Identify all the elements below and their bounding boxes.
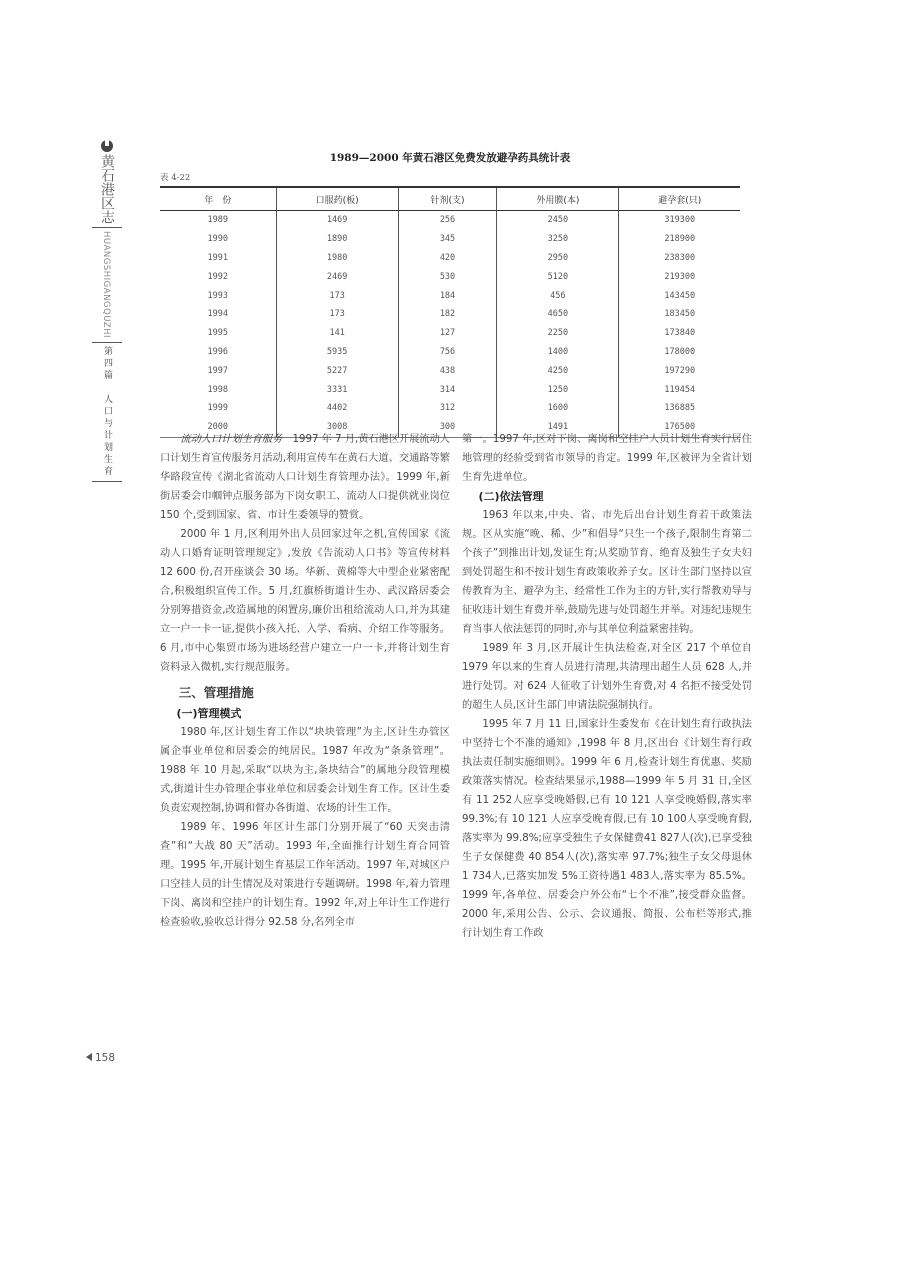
table-cell: 4402 bbox=[276, 399, 398, 418]
table-cell: 5227 bbox=[276, 361, 398, 380]
table-cell: 1469 bbox=[276, 211, 398, 230]
column-header-film: 外用膜(本) bbox=[497, 187, 619, 211]
table-cell: 3331 bbox=[276, 380, 398, 399]
table-row bbox=[160, 249, 740, 268]
column-header-year: 年 份 bbox=[160, 187, 276, 211]
table-cell: 2450 bbox=[497, 211, 619, 230]
table-cell: 143450 bbox=[619, 286, 740, 305]
contraceptive-statistics-table bbox=[160, 186, 740, 438]
table-cell: 119454 bbox=[619, 380, 740, 399]
paragraph: 1963 年以来,中央、省、市先后出台计划生育若干政策法规。区从实施“晚、稀、少”和倡导“只生一个孩子,限制生育第二个孩子”到推出计划,发证生育;从奖励节育、绝育及独生子女夫妇到处罚超生和不按计划生育政策收养子女。区计生部门坚持以宣传教育为主、避孕为主、经常性工作为主的方针,实行帮教劝导与征收违计划生育费并举,鼓励先进与处罚超生并举。对违纪违规生育当事人依法惩罚的同时,亦与其单位利益紧密挂钩。 bbox=[462, 510, 752, 635]
table-cell: 173 bbox=[276, 286, 398, 305]
table-title: 1989—2000 年黄石港区免费发放避孕药具统计表 bbox=[329, 152, 571, 164]
table-cell: 314 bbox=[398, 380, 496, 399]
paragraph: 1989 年 3 月,区开展计生执法检查,对全区 217 个单位自 1979 年以来的生育人员进行清理,共清理出超生人员 628 人,并进行处罚。对 624 人征收了计划外生育费,对 4 名拒不接受处罚的超生人员,区计生部门申请法院强制执行。 bbox=[462, 643, 752, 711]
table-cell: 1989 bbox=[207, 215, 228, 226]
table-cell: 197290 bbox=[619, 361, 740, 380]
table-cell: 256 bbox=[398, 211, 496, 230]
table-cell: 136885 bbox=[619, 399, 740, 418]
table-cell: 1890 bbox=[276, 230, 398, 249]
table-cell: 183450 bbox=[619, 305, 740, 324]
table-cell: 182 bbox=[398, 305, 496, 324]
table-row bbox=[160, 305, 740, 324]
table-cell: 1400 bbox=[497, 343, 619, 362]
table-row bbox=[160, 399, 740, 418]
table-cell: 3250 bbox=[497, 230, 619, 249]
table-cell: 1997 bbox=[207, 365, 228, 376]
table-cell: 756 bbox=[398, 343, 496, 362]
statistics-table-section bbox=[160, 150, 740, 438]
sidebar-divider bbox=[92, 227, 122, 228]
sidebar bbox=[92, 140, 122, 485]
table-cell: 1993 bbox=[207, 290, 228, 301]
table-cell: 2950 bbox=[497, 249, 619, 268]
table-row bbox=[160, 230, 740, 249]
left-triangle-icon bbox=[86, 1053, 92, 1061]
run-in-heading: 流动人口计划生育服务 bbox=[180, 434, 283, 445]
book-title-pinyin: HUANGSHIGANGQUZHI bbox=[101, 231, 111, 338]
table-row bbox=[160, 361, 740, 380]
column-header-oral: 口服药(板) bbox=[276, 187, 398, 211]
table-cell: 218900 bbox=[619, 230, 740, 249]
sidebar-divider bbox=[92, 342, 122, 343]
table-cell: 438 bbox=[398, 361, 496, 380]
sidebar-divider bbox=[92, 481, 122, 482]
table-cell: 2469 bbox=[276, 267, 398, 286]
table-cell: 319300 bbox=[619, 211, 740, 230]
table-cell: 141 bbox=[276, 324, 398, 343]
table-cell: 178000 bbox=[619, 343, 740, 362]
table-row bbox=[160, 211, 740, 230]
paragraph: 2000 年 1 月,区利用外出人员回家过年之机,宣传国家《流动人口婚育证明管理规定》,发放《告流动人口书》等宣传材料 12 600 份,召开座谈会 30 场。华新、黄棉等大中型企业紧密配合,积极组织宣传工作。5 月,红旗桥街道计生办、武汉路居委会分别筹措资金,改造属地的闲置房,廉价出租给流动人口,并为其建立一户一卡一证,提供小孩入托、入学、看病、介绍工作等服务。6 月,市中心集贸市场为进场经营户建立一户一卡,并将计划生育资料录入微机,实行规范服务。 bbox=[160, 529, 450, 673]
subsection-heading: (二)依法管理 bbox=[478, 490, 544, 503]
column-header-condom: 避孕套(只) bbox=[619, 187, 740, 211]
table-row bbox=[160, 267, 740, 286]
table-cell: 127 bbox=[398, 324, 496, 343]
table-cell: 420 bbox=[398, 249, 496, 268]
column-header-injection: 针剂(支) bbox=[398, 187, 496, 211]
part-number: 第四篇 bbox=[102, 346, 112, 382]
table-cell: 5935 bbox=[276, 343, 398, 362]
table-cell: 1992 bbox=[207, 271, 228, 282]
table-cell: 184 bbox=[398, 286, 496, 305]
table-cell: 173840 bbox=[619, 324, 740, 343]
right-text-column bbox=[462, 430, 752, 943]
table-cell: 1998 bbox=[207, 384, 228, 395]
table-cell: 238300 bbox=[619, 249, 740, 268]
book-logo-icon bbox=[101, 140, 113, 152]
paragraph: 流动人口计划生育服务 1997 年 7 月,黄石港区开展流动人口计划生育宣传服务月活动,利用宣传车在黄石大道、交通路等繁华路段宣传《湖北省流动人口计划生育管理办法》。1999 年,新街居委会巾帼钟点服务部为下岗女职工、流动人口提供就业岗位 150 个,受到国家、省、市计生委领导的赞赏。 bbox=[160, 434, 450, 521]
table-cell: 312 bbox=[398, 399, 496, 418]
table-cell: 2000 bbox=[160, 418, 276, 437]
table-label: 表 4-22 bbox=[160, 173, 191, 183]
paragraph: 1980 年,区计划生育工作以“块块管理”为主,区计生办管区属企事业单位和居委会的纯居民。1987 年改为“条条管理”。1988 年 10 月起,采取“以块为主,条块结合”的属地分段管理模式,街道计生办管理企事业单位和居委会计划生育工作。区计生委负责宏观控制,协调和督办各街道、农场的计生工作。 bbox=[160, 727, 450, 814]
table-row bbox=[160, 324, 740, 343]
table-cell: 1600 bbox=[497, 399, 619, 418]
table-cell: 1994 bbox=[207, 309, 228, 320]
table-cell: 4650 bbox=[497, 305, 619, 324]
left-text-column bbox=[160, 430, 450, 932]
part-title: 人口与计划生育 bbox=[102, 394, 112, 478]
paragraph: 1989 年、1996 年区计生部门分别开展了“60 天突击清查”和“大战 80 天”活动。1993 年,全面推行计划生育合同管理。1995 年,开展计划生育基层工作年活动。1997 年,对城区户口空挂人员的计生情况及对策进行专题调研。1998 年,着力管理下岗、离岗和空挂户的计划生育。1992 年,对上年计生工作进行检查验收,验收总计得分 92.58 分,名列全市 bbox=[160, 822, 450, 928]
table-row bbox=[160, 286, 740, 305]
table-cell: 300 bbox=[398, 418, 496, 437]
table-body bbox=[160, 211, 740, 438]
table-cell: 1990 bbox=[207, 234, 228, 245]
table-cell: 1996 bbox=[207, 346, 228, 357]
table-row bbox=[160, 380, 740, 399]
table-cell: 219300 bbox=[619, 267, 740, 286]
table-cell: 1980 bbox=[276, 249, 398, 268]
table-cell: 173 bbox=[276, 305, 398, 324]
table-cell: 1250 bbox=[497, 380, 619, 399]
table-cell: 1999 bbox=[207, 403, 228, 414]
table-cell: 5120 bbox=[497, 267, 619, 286]
table-cell: 2250 bbox=[497, 324, 619, 343]
table-cell: 456 bbox=[497, 286, 619, 305]
table-header-row bbox=[160, 187, 740, 211]
table-cell: 530 bbox=[398, 267, 496, 286]
table-cell: 1491 bbox=[497, 418, 619, 437]
section-heading: 三、管理措施 bbox=[178, 685, 254, 700]
table-cell: 3008 bbox=[276, 418, 398, 437]
table-row bbox=[160, 343, 740, 362]
paragraph: 1995 年 7 月 11 日,国家计生委发布《在计划生育行政执法中坚持七个不准的通知》,1998 年 8 月,区出台《计划生育行政执法责任制实施细则》。1999 年 6 月,检查计划生育优惠、奖励政策落实情况。检查结果显示,1988—1999 年 5 月 31 日,全区有 11 252人应享受晚婚假,已有 10 121 人享受晚婚假,落实率 99.3%;有 10 121 人应享受晚育假,已有 10 100人享受晚育假,落实率为 99.8%;应享受独生子女保健费41 827人(次),已享受独生子女保健费 40 854人(次),落实率 97.7%;独生子女父母退休 1 734人,已落实加发 5%工资待遇1 483人,落实率为 85.5%。1999 年,各单位、居委会户外公布“七个不准”,接受群众监督。2000 年,采用公告、公示、会议通报、简报、公布栏等形式,推行计划生育工作政 bbox=[462, 719, 752, 939]
subsection-heading: (一)管理模式 bbox=[176, 707, 242, 720]
table-cell: 345 bbox=[398, 230, 496, 249]
paragraph: 第一。1997 年,区对下岗、离岗和空挂户人员计划生育实行居住地管理的经验受到省市领导的肯定。1999 年,区被评为全省计划生育先进单位。 bbox=[462, 434, 752, 483]
table-cell: 1995 bbox=[207, 328, 228, 339]
table-cell: 4250 bbox=[497, 361, 619, 380]
page-number: 158 bbox=[86, 1052, 115, 1064]
table-cell: 1991 bbox=[207, 252, 228, 263]
table-cell: 176500 bbox=[619, 418, 740, 437]
book-title: 黄石港区志 bbox=[99, 154, 115, 224]
